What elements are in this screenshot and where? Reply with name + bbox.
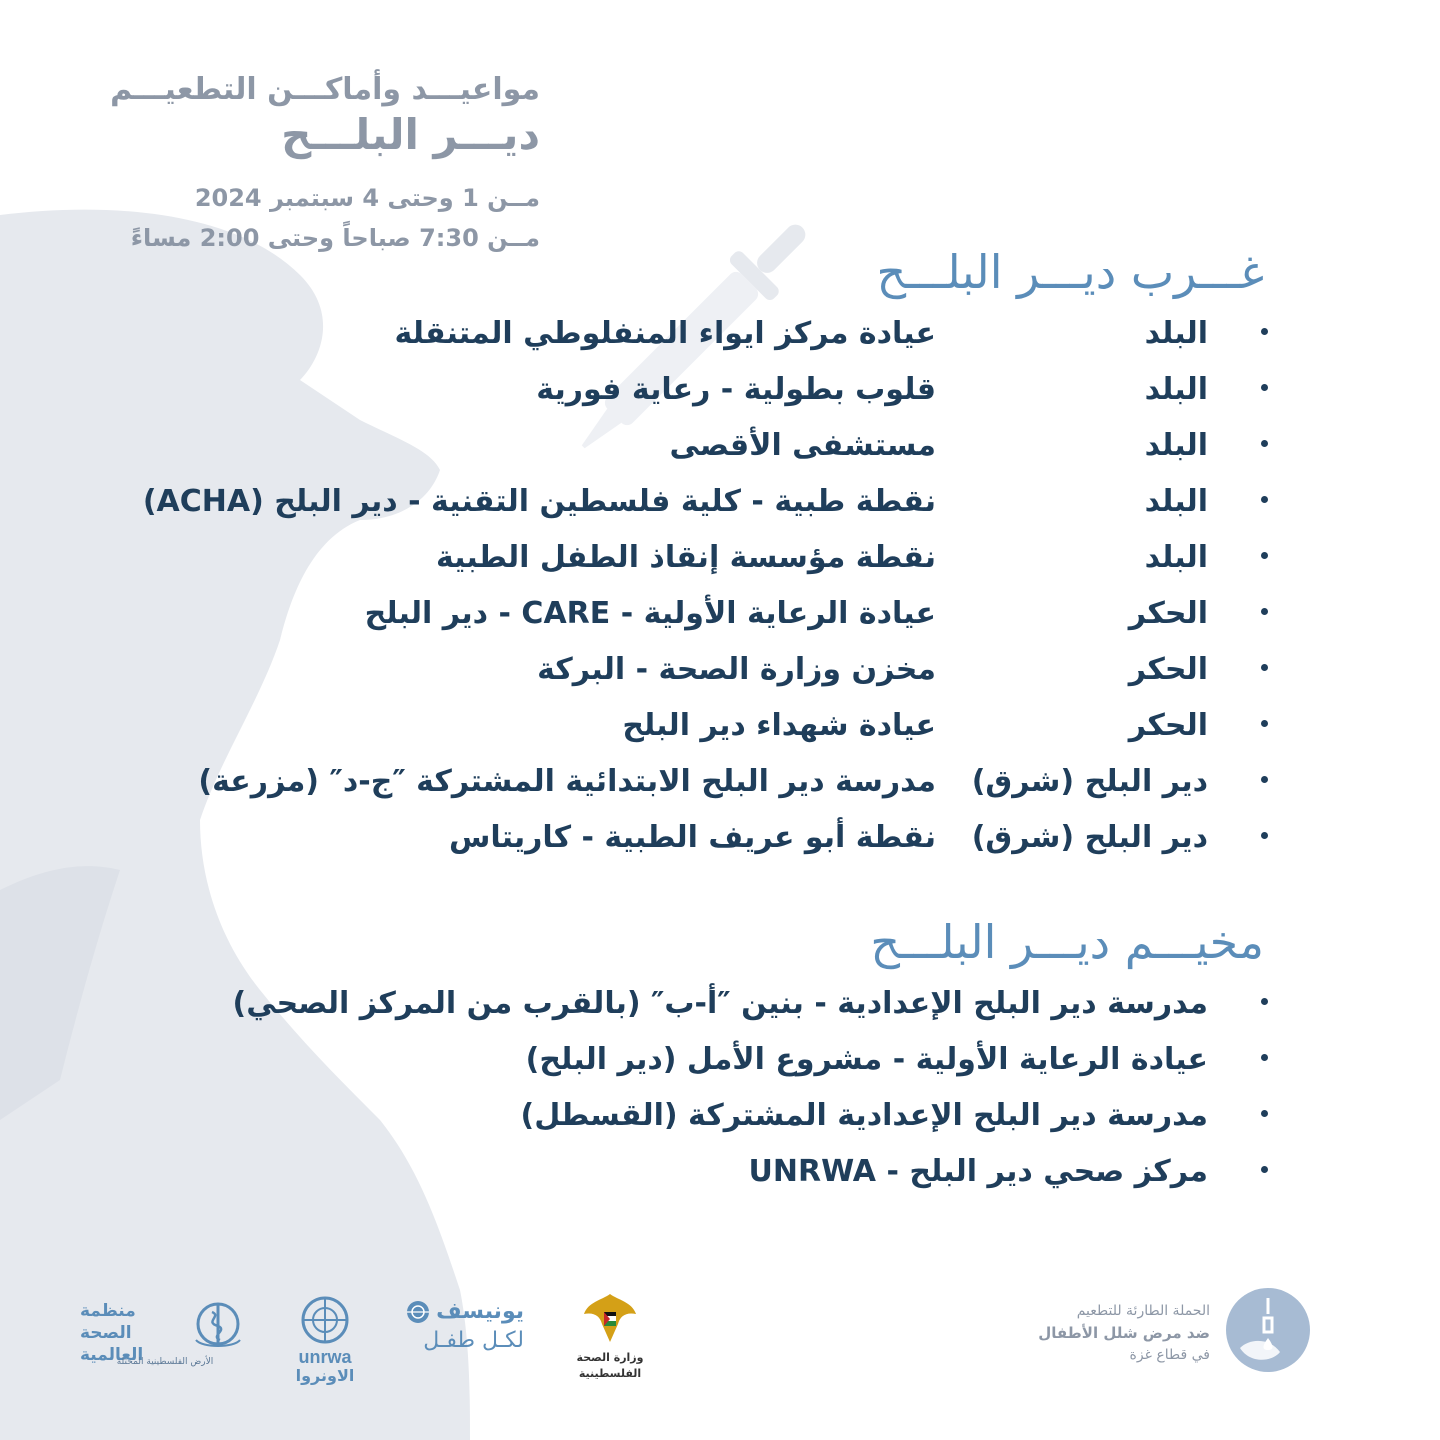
site-label: نقطة طبية - كلية فلسطين التقنية - دير البلح (ACHA)	[142, 484, 936, 519]
bullet-icon	[1261, 608, 1268, 615]
list-item	[0, 758, 1440, 814]
list-item	[0, 310, 1440, 366]
site-label: عيادة شهداء دير البلح	[622, 708, 936, 743]
area-label: الحكر	[1128, 708, 1208, 743]
site-label: مخزن وزارة الصحة - البركة	[537, 652, 936, 687]
who-line1: منظمة	[80, 1301, 136, 1321]
moh-logo	[550, 1290, 670, 1380]
area-label: البلد	[1144, 428, 1208, 463]
site-label: مدرسة دير البلح الإعدادية - بنين ″أ-ب″ (بالقرب من المركز الصحي)	[232, 986, 1208, 1021]
section-west-title: غـــرب ديـــر البلـــح	[876, 245, 1264, 299]
page-title: مواعيـــد وأماكـــن التطعيـــم	[110, 72, 540, 107]
footer-logos	[0, 1270, 1440, 1410]
list-item	[0, 366, 1440, 422]
list-item	[0, 1148, 1440, 1204]
area-label: البلد	[1144, 372, 1208, 407]
west-locations-list	[0, 310, 1440, 870]
moh-name: وزارة الصحة الفلسطينية	[576, 1351, 644, 1380]
campaign-line2: ضد مرض شلل الأطفال	[1038, 1324, 1210, 1342]
page-subtitle: ديـــر البلـــح	[281, 110, 540, 159]
bullet-icon	[1261, 1166, 1268, 1173]
area-label: الحكر	[1128, 596, 1208, 631]
bullet-icon	[1261, 998, 1268, 1005]
unicef-name: يونيسف	[436, 1299, 524, 1324]
section-camp-title: مخيـــم ديـــر البلـــح	[870, 915, 1264, 969]
bullet-icon	[1261, 496, 1268, 503]
list-item	[0, 702, 1440, 758]
site-label: مدرسة دير البلح الابتدائية المشتركة ″ج-د″ (مزرعة)	[198, 764, 936, 799]
site-label: عيادة الرعاية الأولية - مشروع الأمل (دير البلح)	[525, 1042, 1208, 1077]
who-logo	[80, 1300, 250, 1380]
area-label: البلد	[1144, 484, 1208, 519]
bullet-icon	[1261, 1054, 1268, 1061]
campaign-line3: في قطاع غزة	[1129, 1347, 1210, 1363]
site-label: مركز صحي دير البلح - UNRWA	[748, 1154, 1208, 1189]
bullet-icon	[1261, 776, 1268, 783]
bullet-icon	[1261, 832, 1268, 839]
header	[60, 70, 540, 258]
bullet-icon	[1261, 552, 1268, 559]
date-range: مــن 1 وحتى 4 سبتمبر 2024	[194, 184, 540, 212]
list-item	[0, 1092, 1440, 1148]
who-line3: الأرض الفلسطينية المحتلة	[116, 1357, 214, 1367]
unicef-globe-icon	[406, 1300, 430, 1324]
unicef-logo	[400, 1300, 524, 1370]
campaign-line1: الحملة الطارئة للتطعيم	[1076, 1303, 1210, 1319]
list-item	[0, 534, 1440, 590]
polio-drop-icon	[1226, 1288, 1310, 1372]
bullet-icon	[1261, 384, 1268, 391]
bullet-icon	[1261, 1110, 1268, 1117]
list-item	[0, 1036, 1440, 1092]
site-label: مدرسة دير البلح الإعدادية المشتركة (القسطل)	[520, 1098, 1208, 1133]
un-emblem-icon	[295, 1294, 355, 1344]
area-label: البلد	[1144, 316, 1208, 351]
who-line2: الصحة العالمية	[80, 1323, 144, 1365]
area-label: البلد	[1144, 540, 1208, 575]
site-label: مستشفى الأقصى	[669, 428, 936, 463]
site-label: عيادة مركز ايواء المنفلوطي المتنقلة	[394, 316, 936, 351]
area-label: الحكر	[1128, 652, 1208, 687]
list-item	[0, 646, 1440, 702]
site-label: عيادة الرعاية الأولية - CARE - دير البلح	[364, 596, 936, 631]
area-label: دير البلح (شرق)	[971, 820, 1208, 855]
list-item	[0, 980, 1440, 1036]
bullet-icon	[1261, 440, 1268, 447]
unrwa-logo	[290, 1294, 360, 1384]
list-item	[0, 422, 1440, 478]
area-label: دير البلح (شرق)	[971, 764, 1208, 799]
campaign-logo	[1030, 1286, 1310, 1376]
bullet-icon	[1261, 720, 1268, 727]
list-item	[0, 814, 1440, 870]
unrwa-en: unrwa	[298, 1347, 352, 1367]
unicef-slogan: لكـل طفـل	[423, 1328, 524, 1353]
eagle-emblem-icon	[580, 1290, 640, 1346]
site-label: نقطة أبو عريف الطبية - كاريتاس	[448, 820, 936, 855]
time-range: مــن 7:30 صباحاً وحتى 2:00 مساءً	[130, 224, 540, 252]
list-item	[0, 478, 1440, 534]
who-emblem-icon	[190, 1300, 246, 1352]
site-label: نقطة مؤسسة إنقاذ الطفل الطبية	[435, 540, 936, 575]
bullet-icon	[1261, 664, 1268, 671]
site-label: قلوب بطولية - رعاية فورية	[536, 372, 936, 407]
list-item	[0, 590, 1440, 646]
unrwa-ar: الاونروا	[295, 1366, 355, 1385]
camp-locations-list	[0, 980, 1440, 1204]
bullet-icon	[1261, 328, 1268, 335]
